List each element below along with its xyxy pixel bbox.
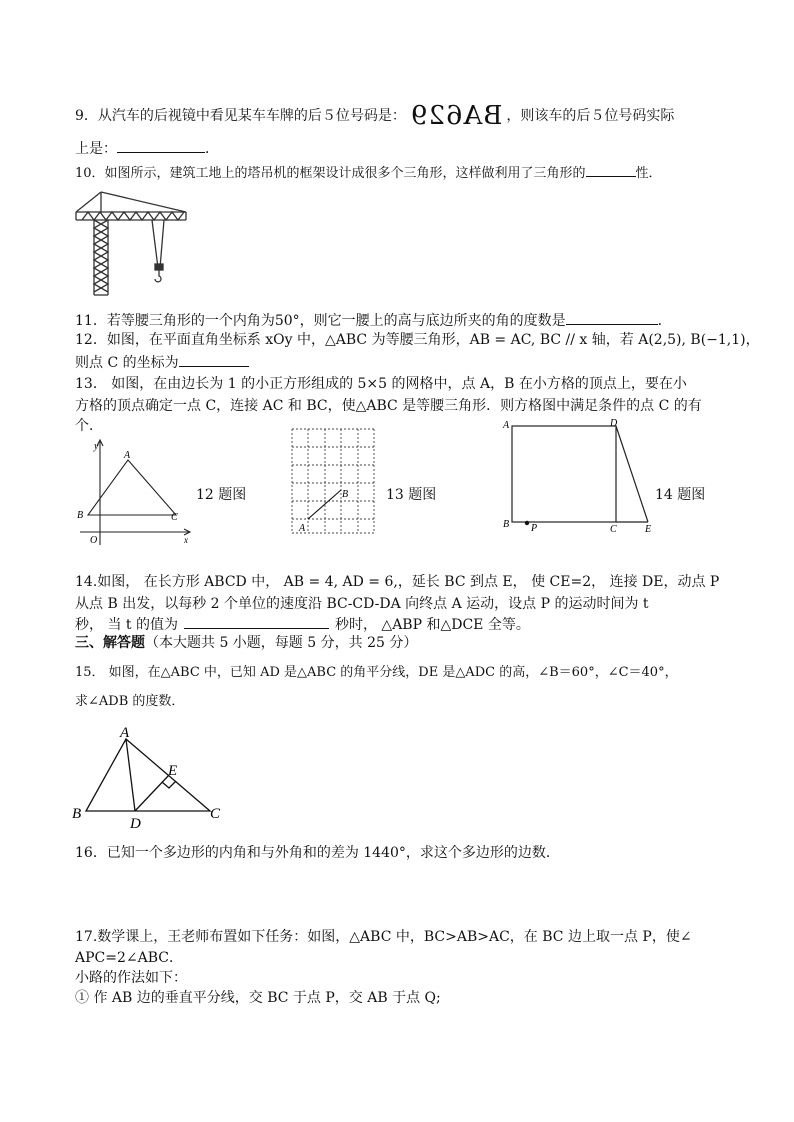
fig15-e-label: E [168,763,178,779]
question-17-line3: 小路的作法如下： [75,970,187,986]
fig15-c-label: C [210,806,221,822]
question-13-line3: 个． [75,418,103,434]
mirrored-plate: BA629 [409,101,503,131]
fig12-y-label: y [94,441,99,452]
fig14-e-label: E [645,524,652,535]
section-3-note: （本大题共 5 小题，每题 5 分，共 25 分） [145,635,418,651]
fig13-b-label: B [342,489,349,500]
section-3-title: 三、解答题 [75,635,145,651]
question-9-line1 [75,101,675,131]
fig14-p-label: P [531,523,538,534]
fig12-x-label: x [184,535,188,545]
fig14-caption: 14 题图 [655,487,706,503]
q14-line3-prefix: 秒， 当 t 的值为 [75,617,178,633]
fig15-d-label: D [130,816,141,832]
question-13-line1: 13． 如图，在由边长为 1 的小正方形组成的 5×5 的网格中，点 A，B 在小方格的顶点上，要在小 [75,376,687,392]
fig12-b-label: B [77,510,84,521]
fig12-o-label: O [90,535,98,546]
q9-line2-suffix: ． [205,141,219,157]
q11-text: 11．若等腰三角形的一个内角为50°，则它一腰上的高与底边所夹的角的度数是 [75,313,566,329]
question-9-line2 [75,138,219,159]
q11-end: ． [657,313,672,329]
tower-crane-figure [74,190,194,300]
question-15-line1: 15． 如图，在△ABC 中，已知 AD 是△ABC 的角平分线，DE 是△ADC 的高，∠B＝60°，∠C＝40°， [75,665,678,680]
answer-blank [117,138,205,153]
question-13-line2: 方格的顶点确定一点 C，连接 AC 和 BC，使△ABC 是等腰三角形．则方格图中满足条件的点 C 的有 [75,398,702,414]
answer-blank [586,162,636,177]
q9-suffix: ，则该车的后５位号码实际 [506,108,675,124]
section-3-heading [75,633,417,653]
question-14-line1: 14.如图， 在长方形 ABCD 中， AB = 4, AD = 6,，延长 BC 到点 E， 使 CE=2， 连接 DE，动点 P [75,574,720,590]
figure-15-triangle [70,725,240,835]
question-10 [75,162,662,184]
question-14-line2: 从点 B 出发，以每秒 2 个单位的速度沿 BC-CD-DA 向终点 A 运动，设点 P 的运动时间为 t [75,596,649,612]
fig12-c-label: C [171,512,178,523]
fig14-a-label: A [503,420,510,431]
question-17-line2: APC=2∠ABC． [75,950,183,966]
question-14-line3 [75,614,530,635]
fig12-caption: 12 题图 [196,487,247,503]
q10-text: 10．如图所示，建筑工地上的塔吊机的框架设计成很多个三角形，这样做利用了三角形的 [75,166,586,181]
figure-12-coordinate-triangle [72,435,192,550]
fig15-a-label: A [120,725,130,741]
question-12-line2 [75,352,249,373]
question-15-line2: 求∠ADB 的度数． [75,694,185,709]
q14-line3-suffix: 秒时， △ABP 和△DCE 全等。 [334,617,530,633]
fig12-a-label: A [124,450,131,461]
question-17-line4: ① 作 AB 边的垂直平分线，交 BC 于点 P，交 AB 于点 Q; [75,990,441,1006]
question-17-line1: 17.数学课上，王老师布置如下任务：如图，△ABC 中，BC>AB>AC，在 BC 边上取一点 P，使∠ [75,929,692,945]
figure-14-rectangle [500,418,660,535]
fig15-b-label: B [72,806,82,822]
question-12-line1: 12．如图，在平面直角坐标系 xOy 中，△ABC 为等腰三角形，AB = AC, BC // x 轴，若 A(2,5), B(−1,1)， [75,332,760,348]
figure-13-grid [288,425,378,537]
question-11 [75,310,672,331]
question-16: 16．已知一个多边形的内角和与外角和的差为 1440°，求这个多边形的边数． [75,845,560,861]
answer-blank [184,614,329,629]
fig14-c-label: C [610,524,617,535]
q12-line2-prefix: 则点 C 的坐标为 [75,355,179,371]
fig14-d-label: D [610,418,618,429]
answer-blank [179,352,249,367]
fig13-a-label: A [299,523,306,534]
q9-line2-prefix: 上是： [75,141,117,157]
fig13-caption: 13 题图 [386,487,437,503]
q10-suffix: 性． [635,166,662,181]
answer-blank [566,310,658,325]
fig14-b-label: B [503,519,510,530]
q9-prefix: 9．从汽车的后视镜中看见某车车牌的后５位号码是： [75,108,406,124]
